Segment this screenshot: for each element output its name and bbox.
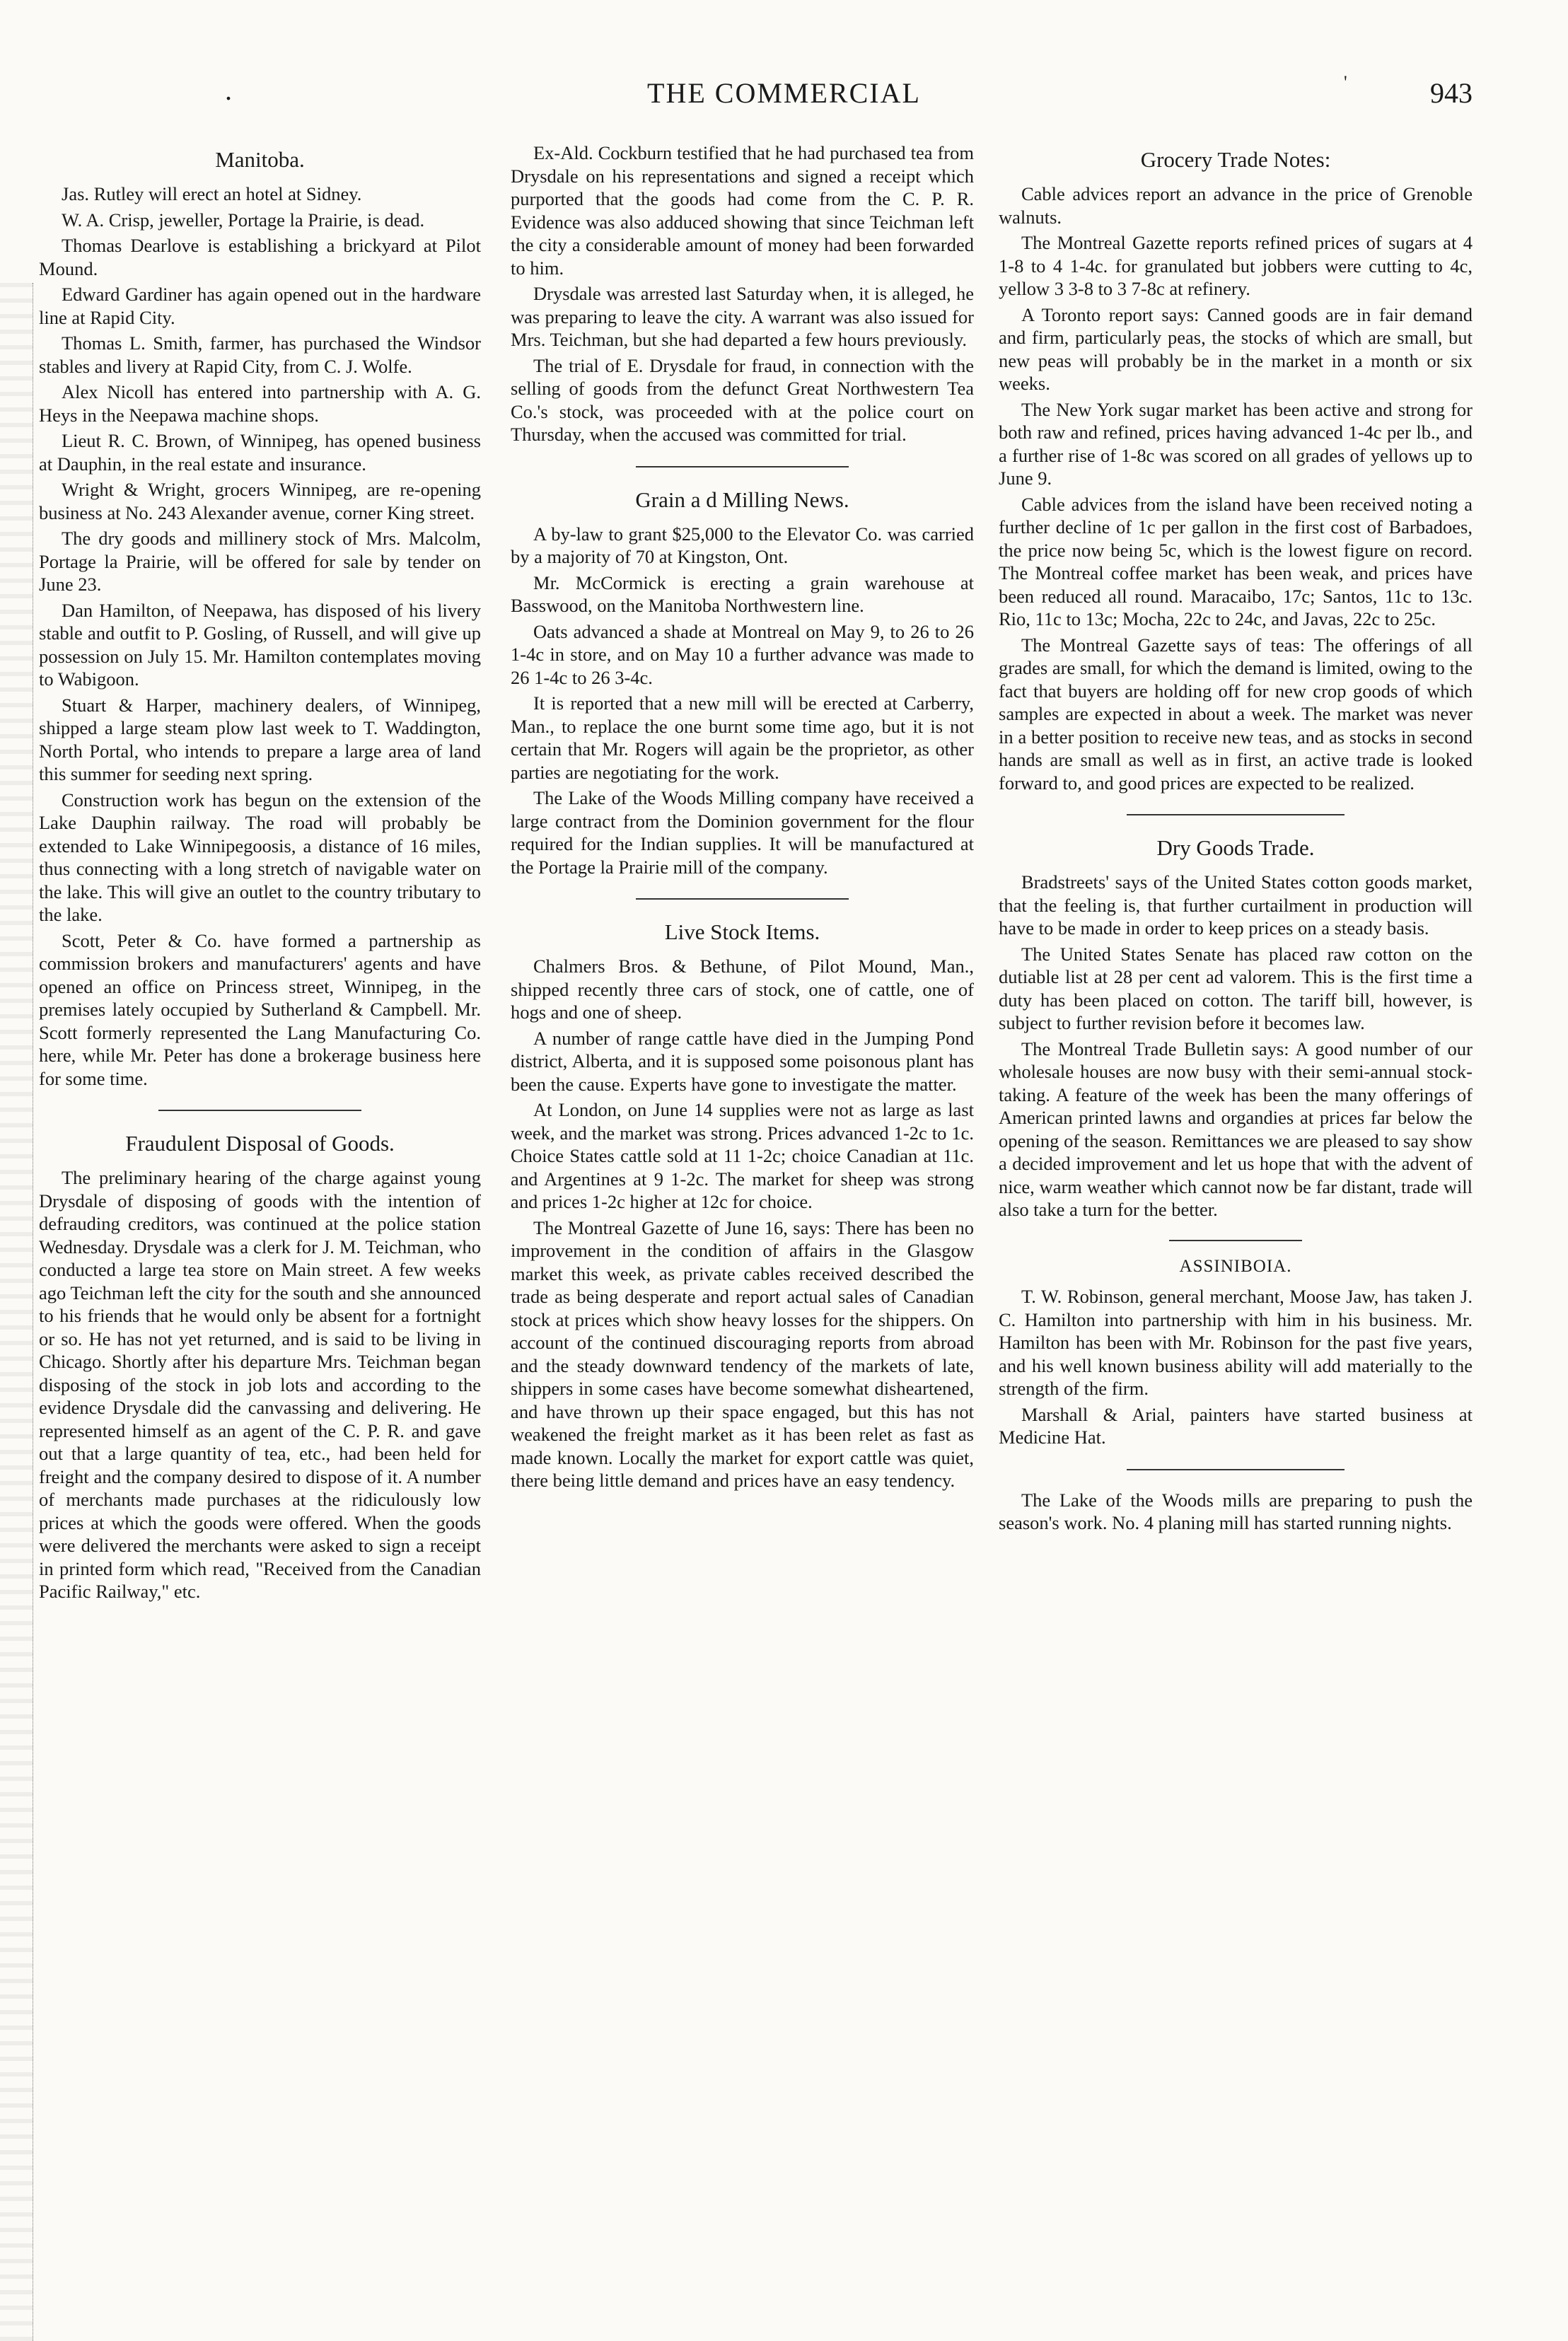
column-left: [39, 141, 481, 1606]
news-item: W. A. Crisp, jeweller, Portage la Prairie, is dead.: [62, 209, 425, 231]
news-item: Wright & Wright, grocers Winnipeg, are re-opening business at No. 243 Alexander avenue, corner King street.: [39, 479, 481, 523]
news-item: Mr. McCormick is erecting a grain warehouse at Basswood, on the Manitoba Northwestern line.: [511, 571, 974, 616]
section-divider: [1127, 814, 1345, 815]
news-item: The Montreal Gazette of June 16, says: There has been no improvement in the condition of affairs in the Glasgow market this week, as private cables received described the trade as being desperate and report actual sales of Canadian stock at prices which show heavy losses for the shippers. On account of the continued discouraging reports from abroad and the steady downward tendency of the markets of late, shippers in some cases have become somewhat disheartened, and have thrown up their space engaged, but this has not weakened the freight market as it has been relet as fast as made known. Locally the market for export cattle was quiet, there being little demand and prices have an easy tendency.: [511, 1216, 974, 1491]
news-item: The Montreal Gazette reports refined prices of sugars at 4 1-8 to 4 1-4c. for granulated but jobbers were cutting to 4c, yellow 3 3-8 to 3 7-8c at refinery.: [999, 232, 1473, 299]
article-paragraph: Drysdale was arrested last Saturday when, it is alleged, he was preparing to leave the city. A warrant was also issued for Mrs. Teichman, but she had departed a few hours previously.: [511, 283, 974, 350]
news-item: Bradstreets' says of the United States cotton goods market, that the feeling is, that further curtailment in production will have to be made in order to keep prices on a steady basis.: [999, 871, 1473, 939]
section-heading-grain: Grain a d Milling News.: [635, 487, 849, 512]
news-item: The dry goods and millinery stock of Mrs. Malcolm, Portage la Prairie, will be offered for sale by tender on June 23.: [39, 528, 481, 595]
page-number: 943: [1430, 77, 1473, 109]
article-paragraph: The trial of E. Drysdale for fraud, in connection with the selling of goods from the defunct Great Northwestern Tea Co.'s stock, was proceeded with at the police court on Thursday, when the accused was committed for trial.: [511, 354, 974, 445]
news-item: Thomas Dearlove is establishing a brickyard at Pilot Mound.: [39, 235, 481, 279]
news-item: Alex Nicoll has entered into partnership with A. G. Heys in the Neepawa machine shops.: [39, 381, 481, 426]
news-item: Construction work has begun on the extension of the Lake Dauphin railway. The road will probably be extended to Lake Winnipegoosis, a distance of 16 miles, thus connecting with a long stretch of navigable water on the lake. This will give an outlet to the country tributary to the lake.: [39, 789, 481, 925]
news-item: At London, on June 14 supplies were not as large as last week, and the market was strong. Prices advanced 1-2c to 1c. Choice States cattle sold at 11 1-2c; choice Canadian at 11c. and Argentines at 9 1-2c. The market for sheep was strong and prices 1-2c higher at 12c for choice.: [511, 1099, 974, 1212]
news-item: The Montreal Gazette says of teas: The offerings of all grades are small, for which the demand is limited, owing to the fact that buyers are holding off for new crop goods of which samples are expected in about a week. The market was never in a better position to receive new teas, and as stocks in second hands are small as well as in first, an active trade is looked forward to, and good prices are expected to be realized.: [999, 634, 1473, 794]
news-item: Edward Gardiner has again opened out in the hardware line at Rapid City.: [39, 284, 481, 328]
header-mark: ': [1344, 72, 1347, 93]
section-heading-fraud: Fraudulent Disposal of Goods.: [125, 1131, 395, 1156]
news-item: Chalmers Bros. & Bethune, of Pilot Mound, Man., shipped recently three cars of stock, one of cattle, one of hogs and one of sheep.: [511, 955, 974, 1023]
news-item: Cable advices from the island have been received noting a further decline of 1c per gallon in the first cost of Barbadoes, the price now being 5c, which is the lowest figure on record. The Montreal coffee market has been weak, and prices have been reduced all round. Maracaibo, 17c; Santos, 11c to 13c. Rio, 11c to 13c; Mocha, 22c to 24c, and Javas, 22c to 25c.: [999, 493, 1473, 629]
section-heading-assiniboia: ASSINIBOIA.: [1179, 1256, 1292, 1276]
news-item: A number of range cattle have died in the Jumping Pond district, Alberta, and it is supposed some poisonous plant has been the cause. Experts have gone to investigate the matter.: [511, 1027, 974, 1095]
news-item: Lieut R. C. Brown, of Winnipeg, has opened business at Dauphin, in the real estate and insurance.: [39, 430, 481, 475]
section-divider: [1127, 1469, 1345, 1470]
news-item: Oats advanced a shade at Montreal on May 9, to 26 to 26 1-4c in store, and on May 10 a further advance was made to 26 1-4c to 26 3-4c.: [511, 620, 974, 688]
news-item: A by-law to grant $25,000 to the Elevator Co. was carried by a majority of 70 at Kingston, Ont.: [511, 523, 974, 567]
news-item: The Lake of the Woods Milling company have received a large contract from the Dominion government for the flour required for the Indian supplies. It will be manufactured at the Portage la Prairie mill of the company.: [511, 787, 974, 878]
section-divider: [636, 466, 849, 467]
news-item: Stuart & Harper, machinery dealers, of Winnipeg, shipped a large steam plow last week to T. Waddington, North Portal, who intends to prepare a large area of land this summer for seeding next spring.: [39, 694, 481, 784]
section-divider: [1169, 1240, 1302, 1241]
news-item: Cable advices report an advance in the price of Grenoble walnuts.: [999, 183, 1473, 228]
section-heading-grocery: Grocery Trade Notes:: [1140, 147, 1331, 172]
news-item: The Lake of the Woods mills are preparing to push the season's work. No. 4 planing mill has started running nights.: [999, 1489, 1473, 1533]
news-item: Dan Hamilton, of Neepawa, has disposed of his livery stable and outfit to P. Gosling, of Russell, and will give up possession on July 15. Mr. Hamilton contemplates moving to Wabigoon.: [39, 599, 481, 690]
news-item: Thomas L. Smith, farmer, has purchased the Windsor stables and livery at Rapid City, from C. J. Wolfe.: [39, 332, 481, 377]
section-heading-dry-goods: Dry Goods Trade.: [1156, 835, 1315, 860]
section-divider: [158, 1110, 362, 1111]
news-item: It is reported that a new mill will be erected at Carberry, Man., to replace the one burnt some time ago, but it is not certain that Mr. Rogers will again be the proprietor, as other parties are negotiating for the work.: [511, 692, 974, 783]
article-paragraph: The preliminary hearing of the charge against young Drysdale of disposing of goods with the intention of defrauding creditors, was continued at the police station Wednesday. Drysdale was a clerk for J. M. Teichman, who conducted a large tea store on Main street. A few weeks ago Teichman left the city for the south and she announced to his friends that he would only be absent for a fortnight or so. He has not yet returned, and is said to be living in Chicago. Shortly after his departure Mrs. Teichman began disposing of the stock in job lots and according to the evidence Drysdale did the canvassing and delivering. He represented himself as an agent of the C. P. R. and gave out that a large quantity of tea, etc., had been held for freight and the company desired to dispose of it. A number of merchants made purchases at the ridiculously low prices at which the goods were offered. When the goods were delivered the merchants were asked to sign a receipt in printed form which read, "Received from the Canadian Pacific Railway," etc.: [39, 1167, 481, 1602]
news-item: The Montreal Trade Bulletin says: A good number of our wholesale houses are now busy with their semi-annual stock-taking. A feature of the week has been the many offerings of American printed lawns and organdies at prices far below the opening of the season. Remittances we are pleased to say show a decided improvement and let us hope that with the advent of nice, warm weather which cannot now be far distant, trade will also take a turn for the better.: [999, 1038, 1473, 1220]
section-heading-live-stock: Live Stock Items.: [664, 919, 820, 944]
manitoba-items: [39, 182, 481, 1090]
news-item: Jas. Rutley will erect an hotel at Sidney.: [62, 183, 362, 204]
section-divider: [636, 898, 849, 900]
article-paragraph: Ex-Ald. Cockburn testified that he had purchased tea from Drysdale on his representations and signed a receipt which purported that the goods had come from the C. P. R. Evidence was also adduced showing that since Teichman left the city a considerable amount of money had been forwarded to him.: [511, 142, 974, 279]
news-item: T. W. Robinson, general merchant, Moose Jaw, has taken J. C. Hamilton into partnership with him in his business. Mr. Hamilton has been with Mr. Robinson for the past five years, and his well known business ability will add materially to the strength of the firm.: [999, 1286, 1473, 1399]
news-item: Marshall & Arial, painters have started business at Medicine Hat.: [999, 1403, 1473, 1448]
news-item: The New York sugar market has been active and strong for both raw and refined, prices having advanced 1-4c per lb., and a further rise of 1-8c was scored on all grades of yellows up to June 9.: [999, 398, 1473, 489]
publication-title: THE COMMERCIAL: [647, 77, 921, 109]
column-right: [999, 141, 1473, 1538]
page-header: [0, 72, 1568, 119]
news-item: The United States Senate has placed raw cotton on the dutiable list at 28 per cent ad valorem. This is the first time a duty has been placed on cotton. The tariff bill, however, is subject to further revision before it becomes law.: [999, 943, 1473, 1033]
column-middle: [511, 141, 974, 1495]
news-item: Scott, Peter & Co. have formed a partnership as commission brokers and manufacturers' agents and have opened an office on Princess street, Winnipeg, in the premises lately occupied by Sutherland & Campbell. Mr. Scott formerly represented the Lang Manufacturing Co. here, while Mr. Peter has done a brokerage business here for some time.: [39, 929, 481, 1089]
news-item: A Toronto report says: Canned goods are in fair demand and firm, particularly peas, the stocks of which are small, but new peas will probably be in the market in a month or six weeks.: [999, 303, 1473, 394]
section-heading-manitoba: Manitoba.: [215, 147, 305, 172]
header-dot: .: [225, 74, 232, 106]
page-binding-edge: [0, 283, 33, 2341]
